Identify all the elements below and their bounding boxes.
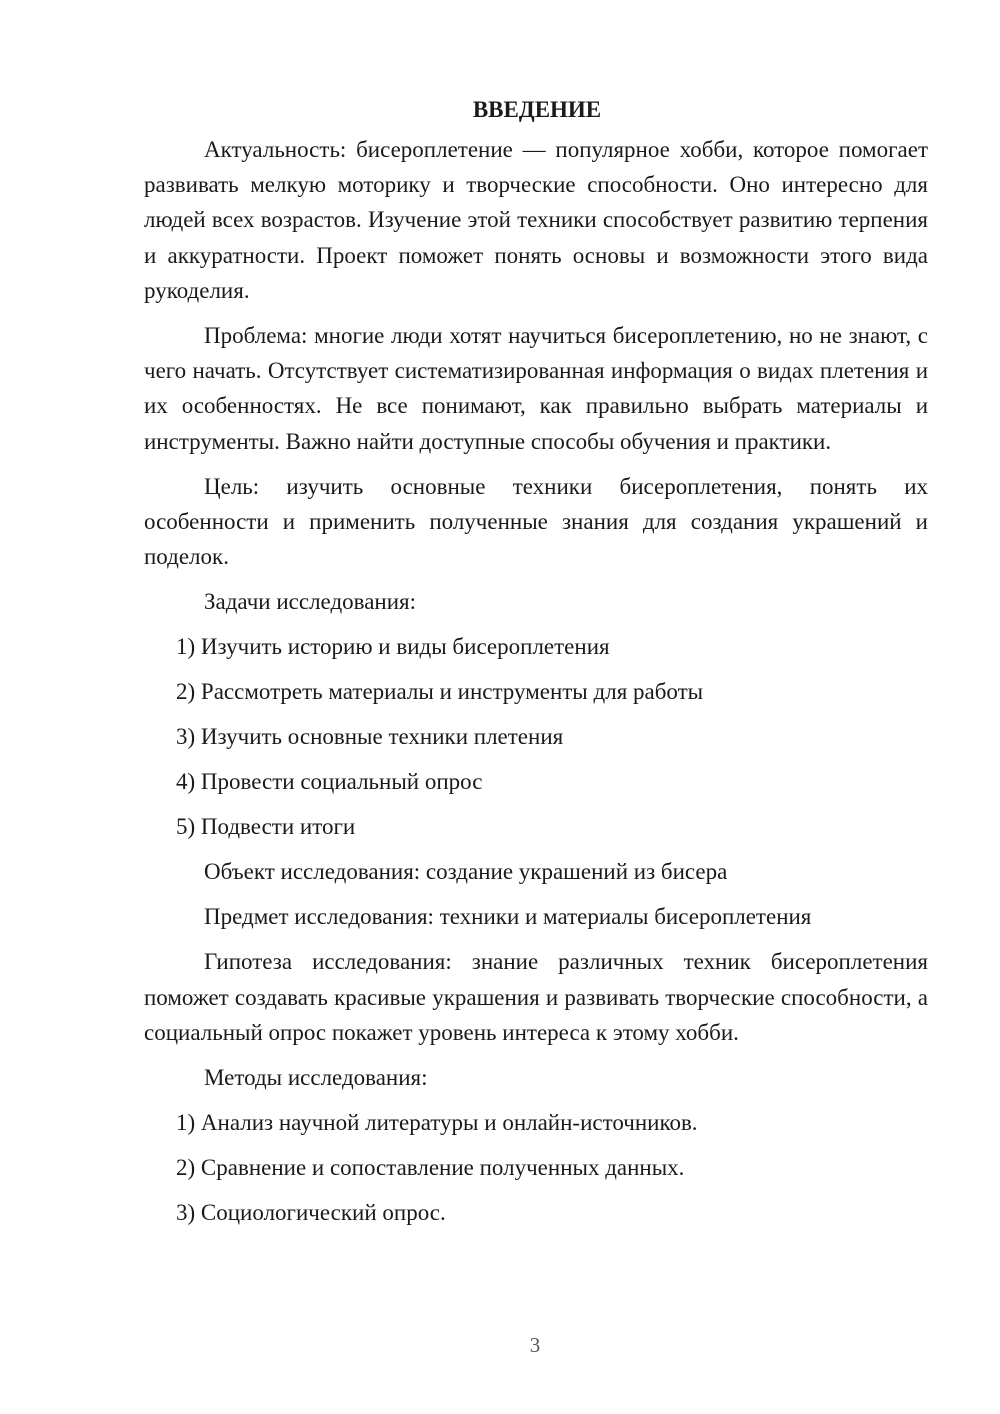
tasks-list — [144, 629, 928, 844]
document-body — [144, 92, 928, 1240]
method-item: 2) Сравнение и сопоставление полученных данных. — [176, 1155, 685, 1181]
relevance-paragraph: Актуальность: бисероплетение — популярное хобби, которое помогает развивать мелкую моторику и творческие способности. Оно интересно для людей всех возрастов. Изучение этой техники способствует развитию терпения и аккуратности. Проект поможет понять основы и возможности этого вида рукоделия. — [144, 137, 928, 303]
page-title: ВВЕДЕНИЕ — [472, 97, 602, 122]
task-item: 4) Провести социальный опрос — [176, 769, 483, 795]
task-item: 3) Изучить основные техники плетения — [176, 724, 564, 750]
methods-heading: Методы исследования: — [204, 1065, 428, 1091]
method-item: 3) Социологический опрос. — [176, 1200, 446, 1226]
task-item: 1) Изучить историю и виды бисероплетения — [176, 634, 610, 660]
task-item: 5) Подвести итоги — [176, 814, 356, 840]
research-subject: Предмет исследования: техники и материалы бисероплетения — [204, 904, 812, 930]
hypothesis-paragraph: Гипотеза исследования: знание различных техник бисероплетения поможет создавать красивые украшения и развивать творческие способности, а социальный опрос покажет уровень интереса к этому хобби. — [144, 949, 928, 1045]
problem-paragraph: Проблема: многие люди хотят научиться бисероплетению, но не знают, с чего начать. Отсутствует систематизированная информация о видах плетения и их особенностях. Не все понимают, как правильно выбрать материалы и инструменты. Важно найти доступные способы обучения и практики. — [144, 323, 928, 454]
tasks-heading: Задачи исследования: — [204, 589, 417, 615]
method-item: 1) Анализ научной литературы и онлайн-источников. — [176, 1110, 698, 1136]
methods-list — [144, 1105, 928, 1230]
research-object: Объект исследования: создание украшений из бисера — [204, 859, 728, 885]
goal-paragraph: Цель: изучить основные техники бисероплетения, понять их особенности и применить полученные знания для создания украшений и поделок. — [144, 473, 928, 570]
task-item: 2) Рассмотреть материалы и инструменты для работы — [176, 679, 704, 705]
page-number: 3 — [529, 1333, 541, 1357]
